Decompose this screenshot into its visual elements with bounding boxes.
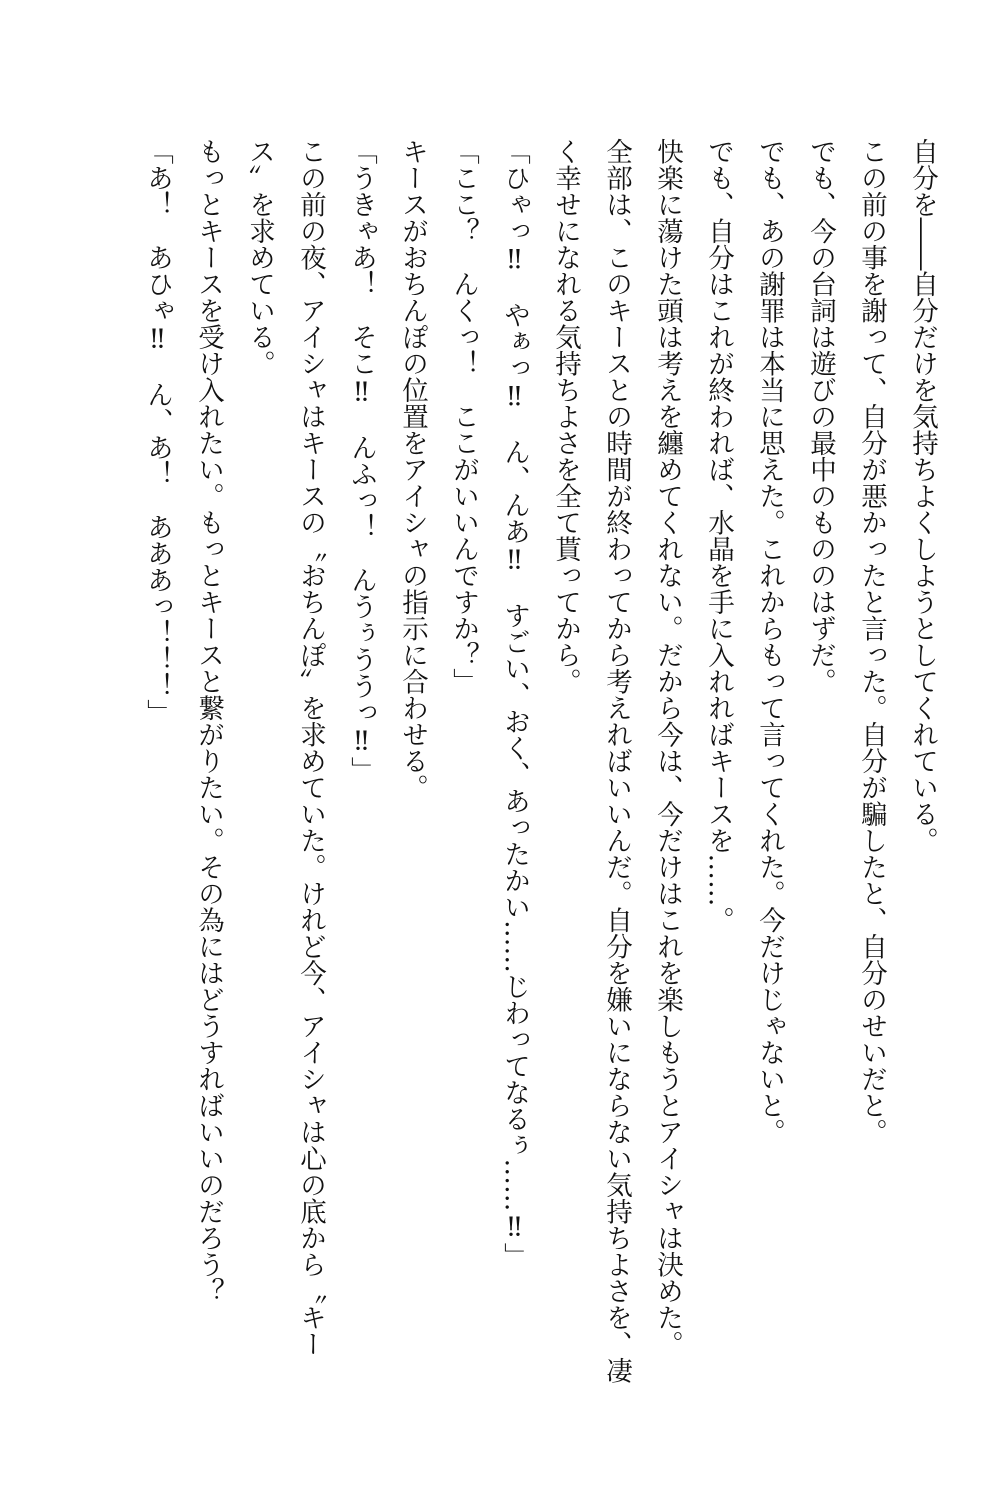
- paragraph: 全部は、このキースとの時間が終わってから考えればいいんだ。自分を嫌いにならない気持ちよさを、凄く幸せになれる気持ちよさを全て貰ってから。: [550, 138, 632, 1384]
- dialogue-line: 「あ！ あひゃ‼ ん、あ！ あああっ！！！」: [142, 138, 173, 726]
- vertical-text-body: [48, 138, 948, 1388]
- paragraph: 自分を――自分だけを気持ちよくしようとしてくれている。: [907, 138, 938, 854]
- dialogue-line: 「ひゃっ‼ やぁっ‼ ん、んあ‼ すごい、おく、あったかい……じわってなるぅ……‼」: [499, 138, 530, 1269]
- paragraph: この前の事を謝って、自分が悪かったと言った。自分が騙したと、自分のせいだと。: [856, 138, 887, 1145]
- paragraph: でも、自分はこれが終われば、水晶を手に入れればキースを……。: [703, 138, 734, 933]
- paragraph: でも、今の台詞は遊びの最中のもののはずだ。: [805, 138, 836, 695]
- paragraph: でも、あの謝罪は本当に思えた。これからもって言ってくれた。今だけじゃないと。: [754, 138, 785, 1145]
- paragraph: 快楽に蕩けた頭は考えを纏めてくれない。だから今は、今だけはこれを楽しもうとアイシャは決めた。: [652, 138, 683, 1357]
- dialogue-line: 「うきゃあ！ そこ‼ んふっ！ んうぅううっ‼」: [346, 138, 377, 783]
- paragraph: キースがおちんぽの位置をアイシャの指示に合わせる。: [397, 138, 428, 801]
- dialogue-line: 「ここ？ んくっ！ ここがいいんですか？」: [448, 138, 479, 695]
- paragraph: もっとキースを受け入れたい。もっとキースと繋がりたい。その為にはどうすればいいのだろう？: [193, 138, 224, 1304]
- paragraph: この前の夜、アイシャはキースの〝おちんぽ〟を求めていた。けれど今、アイシャは心の底から〝キース〟を求めている。: [244, 138, 326, 1357]
